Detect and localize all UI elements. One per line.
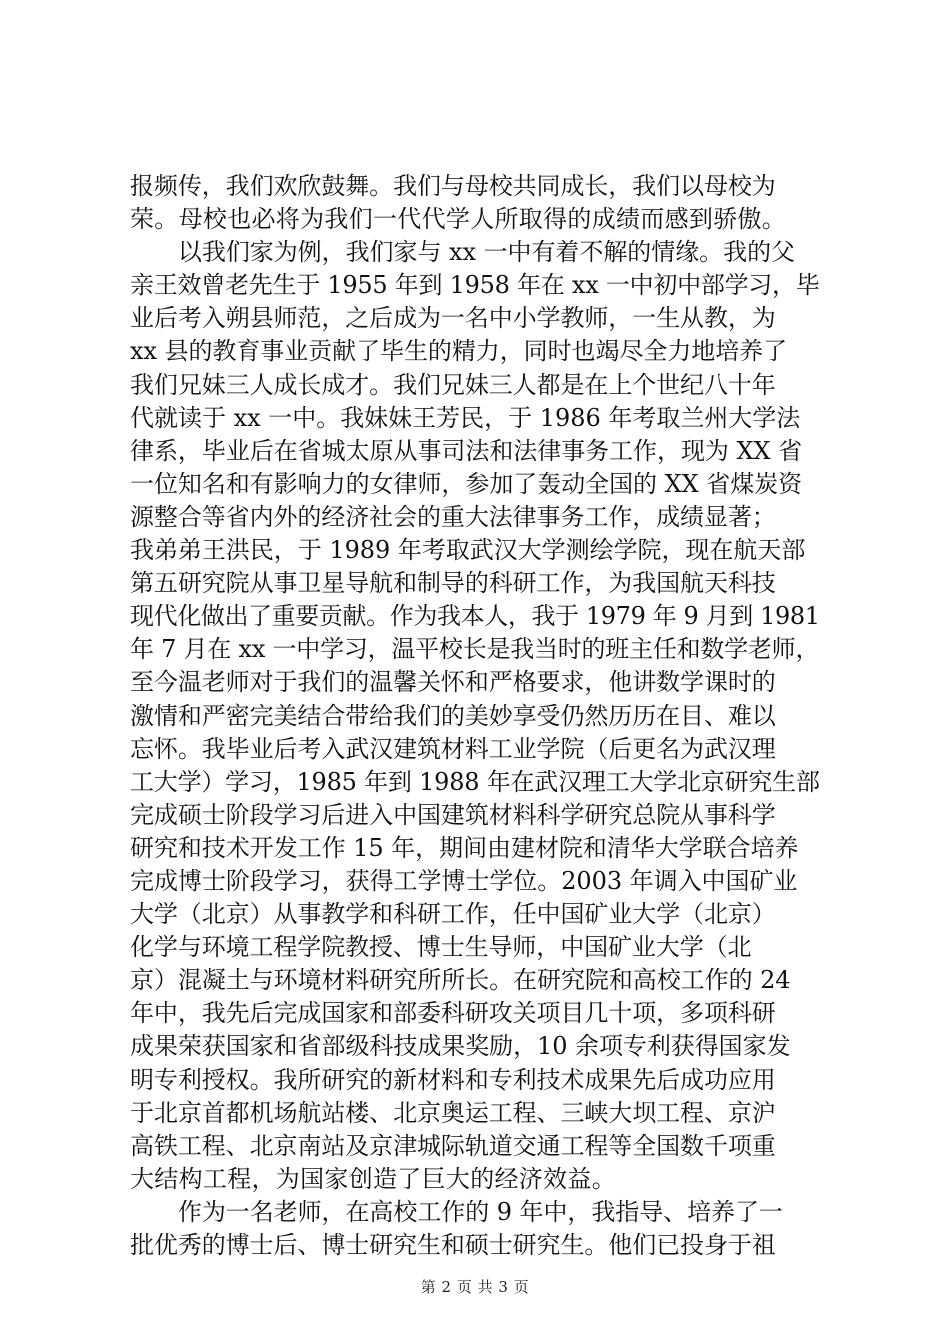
text-line: 以我们家为例，我们家与 xx 一中有着不解的情缘。我的父: [130, 238, 795, 267]
text-line: 高铁工程、北京南站及京津城际轨道交通工程等全国数千项重: [130, 1131, 776, 1160]
text-line: 完成硕士阶段学习后进入中国建筑材料科学研究总院从事科学: [130, 800, 776, 829]
text-line: 于北京首都机场航站楼、北京奥运工程、三峡大坝工程、京沪: [130, 1098, 776, 1127]
text-line: xx 县的教育事业贡献了毕生的精力，同时也竭尽全力地培养了: [130, 337, 788, 366]
text-line: 京）混凝土与环境材料研究所所长。在研究院和高校工作的 24: [130, 966, 791, 995]
text-line: 忘怀。我毕业后考入武汉建筑材料工业学院（后更名为武汉理: [130, 734, 776, 763]
text-line: 年 7 月在 xx 一中学习，温平校长是我当时的班主任和数学老师，: [130, 635, 820, 664]
text-line: 研究和技术开发工作 15 年，期间由建材院和清华大学联合培养: [130, 833, 799, 862]
text-line: 亲王效曾老先生于 1955 年到 1958 年在 xx 一中初中部学习，毕: [130, 271, 820, 300]
text-line: 律系，毕业后在省城太原从事司法和法律事务工作，现为 XX 省: [130, 436, 803, 465]
text-line: 化学与环境工程学院教授、博士生导师，中国矿业大学（北: [130, 933, 752, 962]
text-line: 作为一名老师，在高校工作的 9 年中，我指导、培养了一: [130, 1197, 783, 1226]
text-line: 至今温老师对于我们的温馨关怀和严格要求，他讲数学课时的: [130, 668, 776, 697]
text-line: 业后考入朔县师范，之后成为一名中小学教师，一生从教，为: [130, 304, 776, 333]
text-line: 工大学）学习，1985 年到 1988 年在武汉理工大学北京研究生部: [130, 767, 820, 796]
text-line: 明专利授权。我所研究的新材料和专利技术成果先后成功应用: [130, 1065, 776, 1094]
text-line: 我弟弟王洪民，于 1989 年考取武汉大学测绘学院，现在航天部: [130, 536, 806, 565]
text-line: 第五研究院从事卫星导航和制导的科研工作，为我国航天科技: [130, 569, 776, 598]
text-line: 激情和严密完美结合带给我们的美妙享受仍然历历在目、难以: [130, 701, 776, 730]
text-line: 批优秀的博士后、博士研究生和硕士研究生。他们已投身于祖: [130, 1231, 776, 1259]
text-line: 大结构工程，为国家创造了巨大的经济效益。: [130, 1164, 616, 1193]
page-footer: 第 2 页 共 3 页: [420, 1278, 530, 1296]
body-text: [130, 170, 830, 1262]
text-line: 现代化做出了重要贡献。作为我本人，我于 1979 年 9 月到 1981: [130, 602, 820, 631]
text-line: 一位知名和有影响力的女律师，参加了轰动全国的 XX 省煤炭资: [130, 469, 803, 498]
text-line: 成果荣获国家和省部级科技成果奖励，10 余项专利获得国家发: [130, 1032, 791, 1061]
text-line: 我们兄妹三人成长成才。我们兄妹三人都是在上个世纪八十年: [130, 370, 776, 399]
text-line: 源整合等省内外的经济社会的重大法律事务工作，成绩显著；: [130, 502, 776, 531]
text-line: 代就读于 xx 一中。我妹妹王芳民，于 1986 年考取兰州大学法: [130, 403, 801, 432]
text-line: 大学（北京）从事教学和科研工作，任中国矿业大学（北京）: [130, 900, 776, 929]
text-line: 荣。母校也必将为我们一代代学人所取得的成绩而感到骄傲。: [130, 205, 787, 234]
text-line: 完成博士阶段学习，获得工学博士学位。2003 年调入中国矿业: [130, 866, 798, 895]
text-line: 报频传，我们欢欣鼓舞。我们与母校共同成长，我们以母校为: [130, 172, 776, 200]
text-line: 年中，我先后完成国家和部委科研攻关项目几十项，多项科研: [130, 999, 776, 1028]
